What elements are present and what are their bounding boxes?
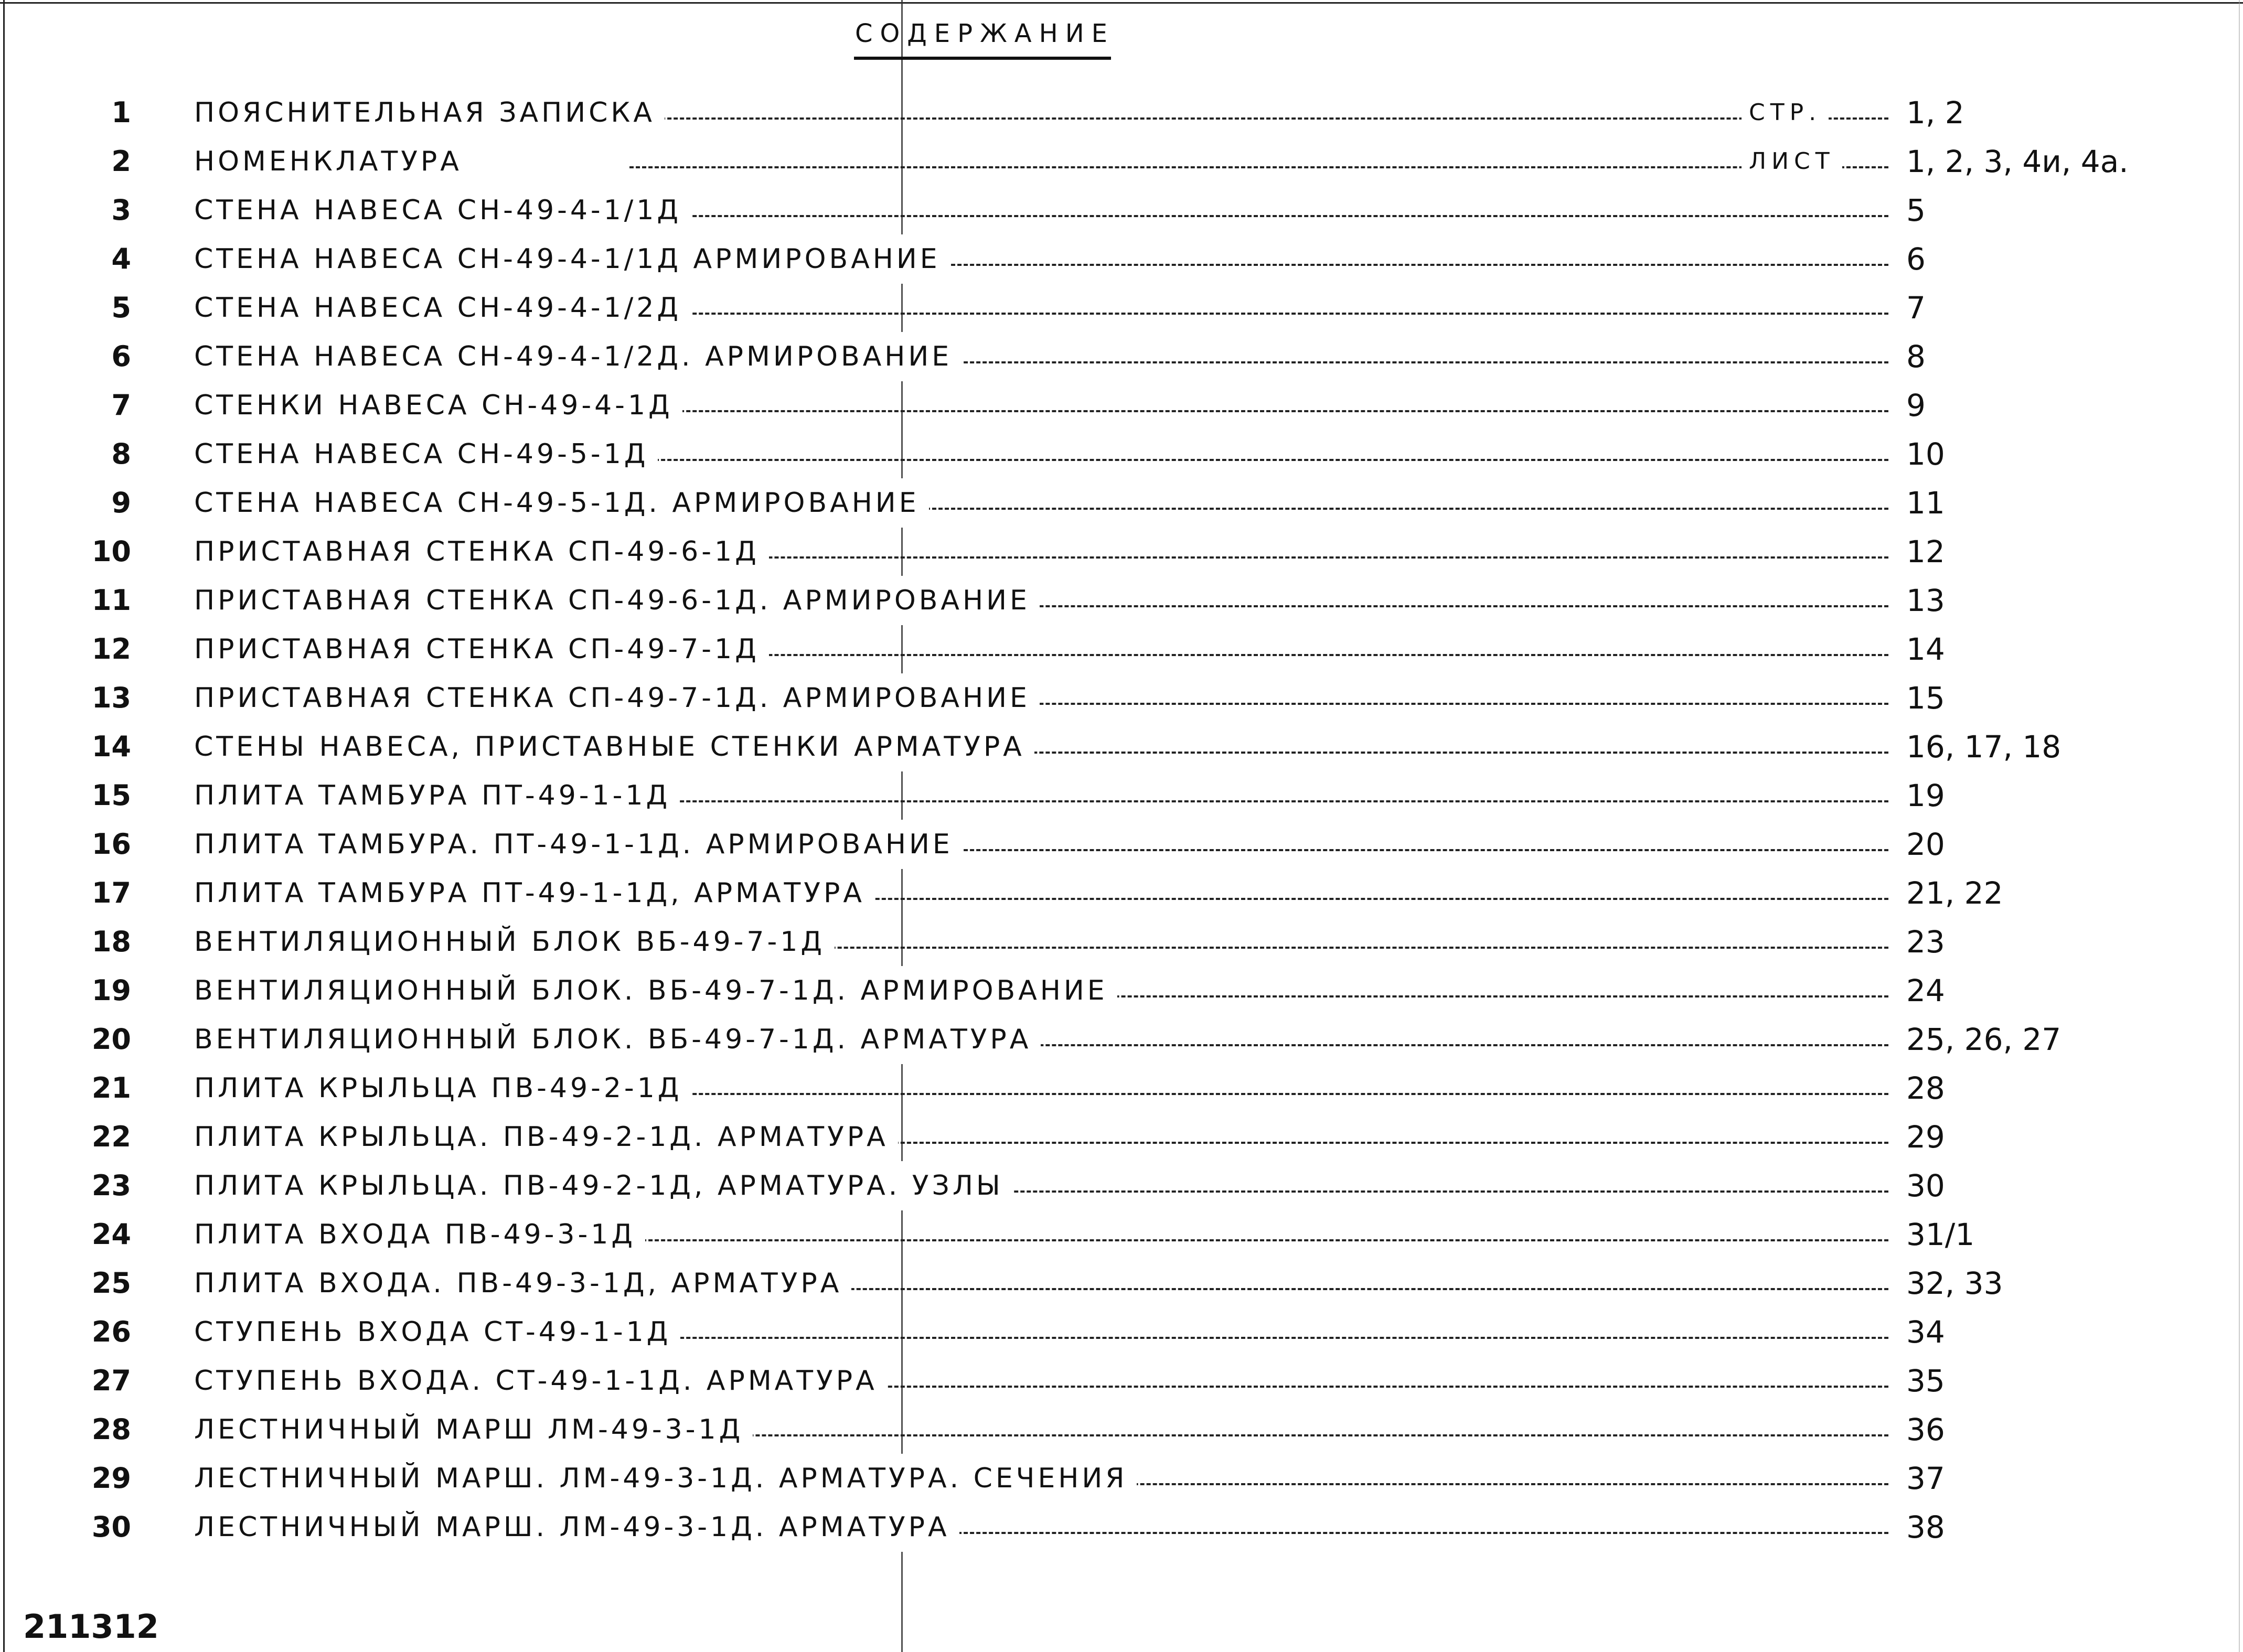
row-number: 23 — [91, 1169, 131, 1202]
row-title: ПЛИТА ТАМБУРА. ПТ-49-1-1Д. АРМИРОВАНИЕ — [194, 820, 963, 869]
row-page-ref: 12 — [1899, 527, 1945, 576]
row-title: ПЛИТА ВХОДА. ПВ-49-3-1Д, АРМАТУРА — [194, 1259, 851, 1308]
row-page-ref: 8 — [1899, 332, 1926, 381]
row-number: 8 — [111, 437, 131, 470]
row-number: 25 — [91, 1267, 131, 1300]
contents-row — [0, 186, 2243, 235]
row-page-ref: 29 — [1899, 1112, 1945, 1162]
leader-line — [629, 1337, 1888, 1339]
contents-row — [0, 283, 2243, 332]
row-title: СТЕНА НАВЕСА СН-49-4-1/2Д — [194, 283, 691, 332]
contents-row — [0, 1210, 2243, 1259]
contents-row — [0, 576, 2243, 625]
row-title: СТУПЕНЬ ВХОДА СТ-49-1-1Д — [194, 1307, 680, 1357]
row-number: 13 — [91, 681, 131, 714]
row-title: ПОЯСНИТЕЛЬНАЯ ЗАПИСКА — [194, 88, 665, 137]
row-number: 15 — [91, 779, 131, 812]
leader-line — [629, 215, 1888, 217]
row-page-ref: 11 — [1899, 478, 1945, 528]
leader-line — [629, 654, 1888, 656]
row-number: 29 — [91, 1462, 131, 1495]
row-title: ПЛИТА ВХОДА ПВ-49-3-1Д — [194, 1210, 645, 1259]
document-number-stamp: 211312 — [23, 1607, 159, 1646]
contents-row — [0, 1259, 2243, 1308]
row-page-ref: 7 — [1899, 283, 1926, 332]
contents-row — [0, 1503, 2243, 1552]
contents-row — [0, 722, 2243, 771]
leader-line — [629, 166, 1888, 168]
row-page-ref: 16, 17, 18 — [1899, 722, 2061, 771]
contents-row — [0, 966, 2243, 1015]
row-number: 19 — [91, 974, 131, 1007]
row-page-ref: 32, 33 — [1899, 1259, 2003, 1308]
row-title: ВЕНТИЛЯЦИОННЫЙ БЛОК ВБ-49-7-1Д — [194, 917, 835, 967]
row-number: 6 — [111, 340, 131, 373]
contents-row — [0, 430, 2243, 479]
leader-line — [629, 1434, 1888, 1436]
row-title: ЛЕСТНИЧНЫЙ МАРШ. ЛМ-49-3-1Д. АРМАТУРА — [194, 1503, 959, 1552]
row-title: СТЕНА НАВЕСА СН-49-4-1/1Д — [194, 186, 691, 235]
row-title: ПРИСТАВНАЯ СТЕНКА СП-49-6-1Д. АРМИРОВАНИЕ — [194, 576, 1040, 625]
row-page-ref: 14 — [1899, 625, 1945, 674]
row-number: 7 — [111, 389, 131, 422]
row-title: СТЕНКИ НАВЕСА СН-49-4-1Д — [194, 381, 682, 430]
title-underline — [854, 57, 1111, 60]
leader-line — [629, 556, 1888, 559]
leader-line — [629, 313, 1888, 315]
row-page-ref: 1, 2 — [1899, 88, 1964, 137]
contents-row — [0, 868, 2243, 918]
row-title: ЛЕСТНИЧНЫЙ МАРШ ЛМ-49-3-1Д — [194, 1405, 753, 1454]
row-number: 27 — [91, 1364, 131, 1397]
row-number: 22 — [91, 1120, 131, 1153]
contents-row — [0, 1307, 2243, 1357]
row-number: 20 — [91, 1023, 131, 1056]
row-number: 18 — [91, 925, 131, 958]
row-number: 3 — [111, 194, 131, 227]
row-title: ПЛИТА ТАМБУРА ПТ-49-1-1Д — [194, 771, 680, 820]
contents-row — [0, 527, 2243, 576]
row-unit: СТР. — [1742, 88, 1829, 137]
row-page-ref: 24 — [1899, 966, 1945, 1015]
row-page-ref: 10 — [1899, 430, 1945, 479]
row-number: 2 — [111, 145, 131, 178]
row-page-ref: 34 — [1899, 1307, 1945, 1357]
row-page-ref: 19 — [1899, 771, 1945, 820]
page-frame-top — [0, 2, 2243, 4]
row-number: 11 — [91, 584, 131, 617]
row-page-ref: 21, 22 — [1899, 868, 2003, 918]
row-number: 26 — [91, 1315, 131, 1348]
contents-row — [0, 1064, 2243, 1113]
row-page-ref: 13 — [1899, 576, 1945, 625]
contents-row — [0, 917, 2243, 967]
contents-row — [0, 820, 2243, 869]
row-page-ref: 9 — [1899, 381, 1926, 430]
leader-line — [629, 410, 1888, 412]
row-title: СТЕНА НАВЕСА СН-49-4-1/1Д АРМИРОВАНИЕ — [194, 234, 950, 284]
row-page-ref: 5 — [1899, 186, 1926, 235]
row-title: СТЕНА НАВЕСА СН-49-5-1Д. АРМИРОВАНИЕ — [194, 478, 929, 528]
contents-row — [0, 88, 2243, 137]
row-page-ref: 25, 26, 27 — [1899, 1015, 2061, 1064]
row-title: ПЛИТА КРЫЛЬЦА. ПВ-49-2-1Д, АРМАТУРА. УЗЛЫ — [194, 1161, 1013, 1210]
row-title: НОМЕНКЛАТУРА — [194, 137, 472, 186]
row-number: 5 — [111, 291, 131, 324]
row-page-ref: 37 — [1899, 1454, 1945, 1503]
row-page-ref: 38 — [1899, 1503, 1945, 1552]
row-title: ПРИСТАВНАЯ СТЕНКА СП-49-7-1Д. АРМИРОВАНИЕ — [194, 673, 1040, 723]
contents-row — [0, 1405, 2243, 1454]
row-page-ref: 36 — [1899, 1405, 1945, 1454]
page-title: СОДЕРЖАНИЕ — [855, 19, 1115, 48]
row-title: ПЛИТА КРЫЛЬЦА ПВ-49-2-1Д — [194, 1064, 691, 1113]
row-page-ref: 35 — [1899, 1356, 1945, 1406]
contents-row — [0, 1356, 2243, 1406]
row-number: 9 — [111, 486, 131, 519]
row-number: 1 — [111, 96, 131, 129]
row-title: ПРИСТАВНАЯ СТЕНКА СП-49-7-1Д — [194, 625, 769, 674]
row-title: СТЕНА НАВЕСА СН-49-4-1/2Д. АРМИРОВАНИЕ — [194, 332, 962, 381]
row-number: 28 — [91, 1413, 131, 1446]
row-number: 24 — [91, 1218, 131, 1251]
contents-row — [0, 478, 2243, 528]
row-title: ПЛИТА ТАМБУРА ПТ-49-1-1Д, АРМАТУРА — [194, 868, 874, 918]
row-title: ПРИСТАВНАЯ СТЕНКА СП-49-6-1Д — [194, 527, 769, 576]
row-number: 10 — [91, 535, 131, 568]
row-title: ЛЕСТНИЧНЫЙ МАРШ. ЛМ-49-3-1Д. АРМАТУРА. СЕЧЕНИЯ — [194, 1454, 1137, 1503]
row-number: 12 — [91, 632, 131, 666]
contents-row — [0, 332, 2243, 381]
leader-line — [629, 459, 1888, 461]
leader-line — [629, 1093, 1888, 1095]
row-page-ref: 6 — [1899, 234, 1926, 284]
row-page-ref: 23 — [1899, 917, 1945, 967]
contents-row — [0, 771, 2243, 820]
row-number: 16 — [91, 828, 131, 861]
contents-row — [0, 381, 2243, 430]
contents-row — [0, 625, 2243, 674]
row-number: 21 — [91, 1071, 131, 1104]
row-page-ref: 15 — [1899, 673, 1945, 723]
contents-row — [0, 137, 2243, 186]
row-number: 14 — [91, 730, 131, 763]
row-title: СТУПЕНЬ ВХОДА. СТ-49-1-1Д. АРМАТУРА — [194, 1356, 887, 1406]
row-unit: ЛИСТ — [1742, 137, 1842, 186]
row-number: 17 — [91, 876, 131, 909]
contents-row — [0, 1112, 2243, 1162]
row-number: 30 — [91, 1510, 131, 1543]
row-page-ref: 31/1 — [1899, 1210, 1974, 1259]
contents-row — [0, 1454, 2243, 1503]
contents-row — [0, 1015, 2243, 1064]
row-page-ref: 1, 2, 3, 4и, 4а. — [1899, 137, 2129, 186]
row-title: СТЕНА НАВЕСА СН-49-5-1Д — [194, 430, 658, 479]
contents-row — [0, 673, 2243, 723]
contents-row — [0, 1161, 2243, 1210]
leader-line — [629, 117, 1888, 120]
row-title: ПЛИТА КРЫЛЬЦА. ПВ-49-2-1Д. АРМАТУРА — [194, 1112, 898, 1162]
contents-row — [0, 234, 2243, 284]
leader-line — [629, 1239, 1888, 1241]
row-title: ВЕНТИЛЯЦИОННЫЙ БЛОК. ВБ-49-7-1Д. АРМАТУРА — [194, 1015, 1041, 1064]
row-number: 4 — [111, 242, 131, 275]
leader-line — [629, 800, 1888, 802]
row-title: СТЕНЫ НАВЕСА, ПРИСТАВНЫЕ СТЕНКИ АРМАТУРА — [194, 722, 1034, 771]
row-page-ref: 30 — [1899, 1161, 1945, 1210]
row-title: ВЕНТИЛЯЦИОННЫЙ БЛОК. ВБ-49-7-1Д. АРМИРОВАНИЕ — [194, 966, 1117, 1015]
row-page-ref: 28 — [1899, 1064, 1945, 1113]
row-page-ref: 20 — [1899, 820, 1945, 869]
